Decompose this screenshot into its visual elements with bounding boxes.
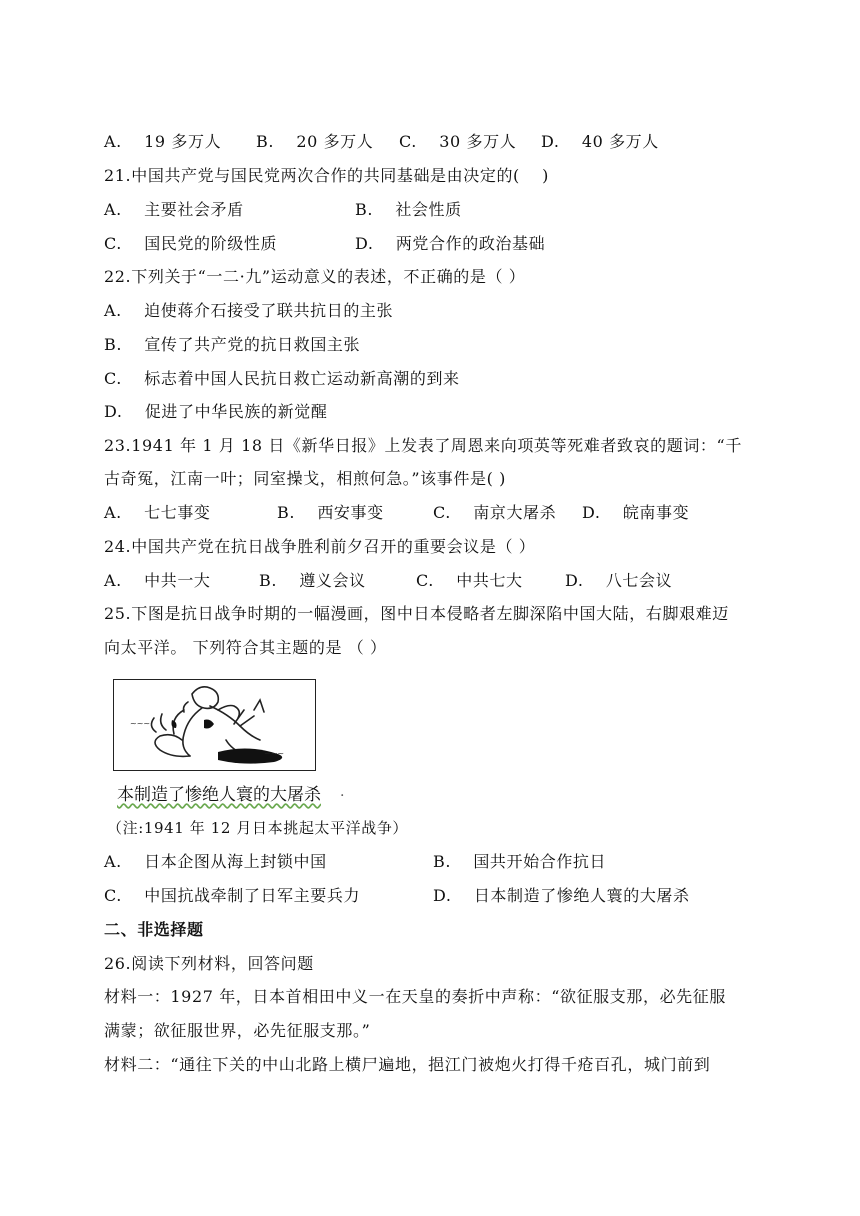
cartoon-drawing xyxy=(114,680,315,770)
q23-option-c: C. 南京大屠杀 xyxy=(433,503,557,522)
q20-option-a: A. 19 多万人 xyxy=(104,132,222,151)
section-title: 二、非选择题 xyxy=(104,920,204,939)
q24-option-b: B. 遵义会议 xyxy=(259,571,366,590)
q21-stem: 21.中国共产党与国民党两次合作的共同基础是由决定的( ) xyxy=(104,166,550,185)
q20-option-c: C. 30 多万人 xyxy=(399,132,517,151)
q25-note: （注:1941 年 12 月日本挑起太平洋战争） xyxy=(107,819,409,837)
q20-option-d: D. 40 多万人 xyxy=(541,132,659,151)
q25-option-c: C. 中国抗战牵制了日军主要兵力 xyxy=(104,886,361,905)
q22-stem: 22.下列关于“一二·九”运动意义的表述，不正确的是（ ） xyxy=(104,267,526,286)
q26-material1-line2: 满蒙；欲征服世界，必先征服支那。” xyxy=(104,1021,371,1040)
q24-stem: 24.中国共产党在抗日战争胜利前夕召开的重要会议是（ ） xyxy=(104,537,536,556)
q23-stem-line1: 23.1941 年 1 月 18 日《新华日报》上发表了周恩来向项英等死难者致哀的题词：“千 xyxy=(104,436,742,455)
q24-option-c: C. 中共七大 xyxy=(416,571,523,590)
q25-option-a: A. 日本企图从海上封锁中国 xyxy=(104,852,327,871)
q21-option-d: D. 两党合作的政治基础 xyxy=(355,234,546,253)
q26-material2-line1: 材料二：“通往下关的中山北路上横尸遍地，挹江门被炮火打得千疮百孔，城门前到 xyxy=(104,1055,711,1074)
q26-material1-line1: 材料一：1927 年，日本首相田中义一在天皇的奏折中声称：“欲征服支那，必先征服 xyxy=(104,987,726,1006)
q26-stem: 26.阅读下列材料，回答问题 xyxy=(104,954,314,973)
cartoon-caption: 本制造了惨绝人寰的大屠杀 xyxy=(117,785,321,805)
q21-option-c: C. 国民党的阶级性质 xyxy=(104,234,278,253)
q21-option-b: B. 社会性质 xyxy=(355,200,462,219)
q25-stem-line1: 25.下图是抗日战争时期的一幅漫画，图中日本侵略者左脚深陷中国大陆，右脚艰难迈 xyxy=(104,604,729,623)
q24-option-a: A. 中共一大 xyxy=(104,571,211,590)
q25-stem-line2: 向太平洋。 下列符合其主题的是 （ ） xyxy=(104,638,387,657)
q23-option-b: B. 西安事变 xyxy=(277,503,384,522)
q24-option-d: D. 八七会议 xyxy=(565,571,673,590)
q22-option-a: A. 迫使蒋介石接受了联共抗日的主张 xyxy=(104,301,394,320)
q23-option-a: A. 七七事变 xyxy=(104,503,211,522)
cartoon-caption-tail: . xyxy=(340,784,345,800)
q20-option-b: B. 20 多万人 xyxy=(256,132,374,151)
q25-option-b: B. 国共开始合作抗日 xyxy=(433,852,607,871)
q22-option-c: C. 标志着中国人民抗日救亡运动新高潮的到来 xyxy=(104,369,460,388)
cartoon-image xyxy=(113,679,316,771)
q23-stem-line2: 古奇冤，江南一叶；同室操戈，相煎何急。”该事件是( ) xyxy=(104,469,506,488)
q22-option-d: D. 促进了中华民族的新觉醒 xyxy=(104,402,328,421)
q25-option-d: D. 日本制造了惨绝人寰的大屠杀 xyxy=(433,886,690,905)
cartoon-scribble-right: ~~~ xyxy=(264,749,285,758)
q21-option-a: A. 主要社会矛盾 xyxy=(104,200,244,219)
q23-option-d: D. 皖南事变 xyxy=(582,503,690,522)
q22-option-b: B. 宣传了共产党的抗日救国主张 xyxy=(104,335,361,354)
cartoon-scribble-left: ~~~ xyxy=(130,719,151,728)
